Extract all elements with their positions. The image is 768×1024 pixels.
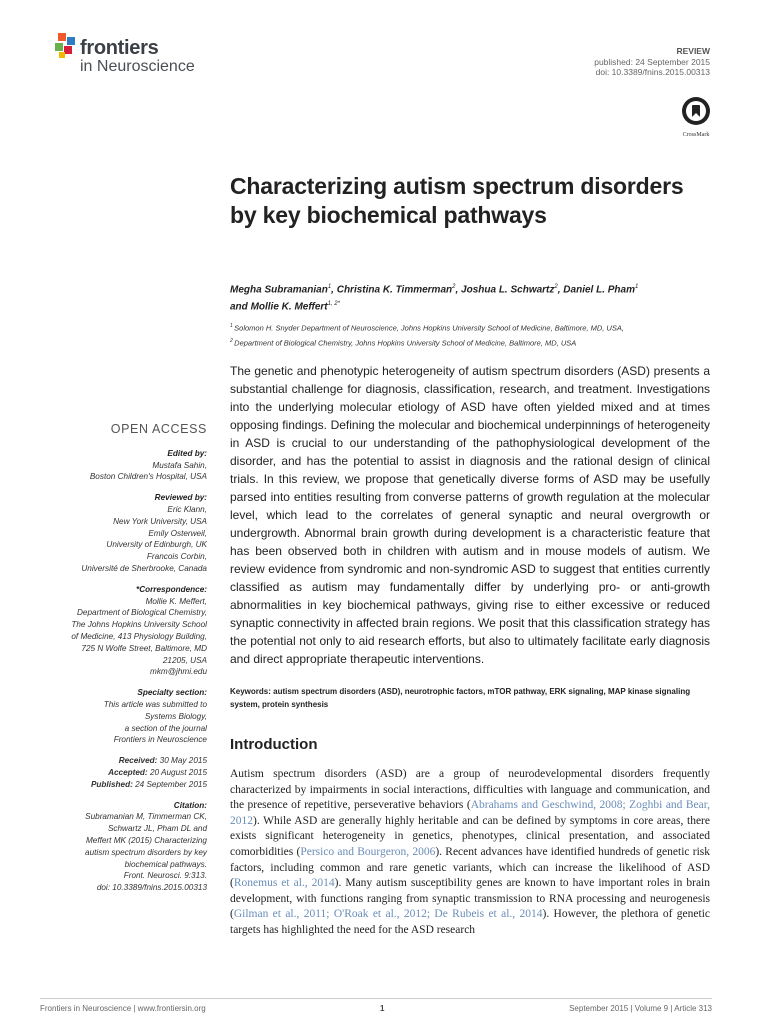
sidebar-line: Boston Children's Hospital, USA: [89, 472, 207, 482]
crossmark-badge[interactable]: [678, 96, 714, 138]
date-label: Published:: [90, 779, 136, 789]
edited-by-block: [40, 448, 207, 483]
keywords: Keywords: autism spectrum disorders (ASD), neurotrophic factors, mTOR pathway, ERK signaling, MAP kinase signaling system, protein synthesis: [230, 687, 691, 709]
sidebar-line: 725 N Wolfe Street, Baltimore, MD: [81, 643, 207, 653]
sidebar-line: of Medicine, 413 Physiology Building,: [71, 631, 207, 641]
sidebar-line: Francois Corbin,: [146, 552, 207, 562]
author-name[interactable]: Mollie K. Meffert: [250, 301, 328, 313]
journal-logo[interactable]: [55, 33, 225, 83]
sidebar-line: The Johns Hopkins University School: [71, 620, 207, 630]
sidebar-line: mkm@jhmi.edu: [150, 667, 207, 677]
introduction-paragraph: [230, 767, 710, 939]
sidebar-line: Systems Biology,: [144, 711, 207, 721]
logo-text-journal: in Neuroscience: [80, 58, 195, 75]
intro-text: ). Recent advances have identified hundreds of genetic risk factors, including common and rare genetic variants, which can increase the likelihood of ASD (: [230, 845, 710, 890]
author-affiliation-marker: 1: [327, 284, 332, 290]
citation-link[interactable]: Abrahams and Geschwind, 2008; Zoghbi and Bear, 2012: [230, 799, 711, 827]
article-title: Characterizing autism spectrum disorders by key biochemical pathways: [230, 173, 684, 228]
published-date: published: 24 September 2015: [594, 56, 710, 67]
article-sidebar: [40, 424, 207, 903]
sidebar-line: Mustafa Sahin,: [152, 460, 207, 470]
sidebar-line: Department of Biological Chemistry,: [77, 608, 207, 618]
date-line: Published: 24 September 2015: [90, 779, 207, 789]
citation-block: [40, 800, 207, 894]
author-name[interactable]: Megha Subramanian: [230, 284, 328, 296]
reviewed-by-block: [40, 492, 207, 575]
sidebar-line: Université de Sherbrooke, Canada: [81, 563, 207, 573]
citation-heading: Citation:: [173, 800, 207, 810]
citation-link[interactable]: Ronemus et al., 2014: [233, 877, 335, 890]
sidebar-line: 21205, USA: [162, 655, 207, 665]
author-name[interactable]: Christina K. Timmerman: [336, 284, 453, 296]
sidebar-line: Schwartz JL, Pham DL and: [107, 824, 207, 834]
author-affiliation-marker: 1: [634, 284, 639, 290]
edited-by-lines: [40, 460, 207, 484]
sidebar-line: Frontiers in Neuroscience: [113, 735, 207, 745]
section-heading-introduction: Introduction: [230, 736, 318, 753]
citation-link[interactable]: Gilman et al., 2011; O'Roak et al., 2012; De Rubeis et al., 2014: [233, 908, 543, 921]
intro-text: Autism spectrum disorders (ASD) are a group of neurodevelopmental disorders frequently characterized by impairments in social interactions, difficulties with language and communication, and the presence of repetitive, perseverative behaviors (: [230, 768, 710, 812]
sidebar-line: Front. Neurosci. 9:313.: [123, 871, 207, 881]
open-access-label: OPEN ACCESS: [110, 422, 207, 436]
dates-block: [40, 755, 207, 790]
logo-text-frontiers: frontiers: [80, 37, 159, 59]
sidebar-line: doi: 10.3389/fnins.2015.00313: [96, 883, 207, 893]
sidebar-line: biochemical pathways.: [124, 859, 207, 869]
date-line: Accepted: 20 August 2015: [108, 767, 207, 777]
date-label: Accepted:: [108, 767, 150, 777]
frontiers-logo-icon: [55, 33, 81, 59]
author-list: Megha Subramanian$^1$, Christina K. Timmerman$^2$, Joshua L. Schwartz$^2$, Daniel L. Pham$^1$ and Mollie K. Meffert$^{1, 2*}$: [230, 284, 639, 313]
author-affiliation-marker: 1, 2*: [327, 301, 340, 308]
correspondence-lines: [40, 596, 207, 679]
date-line: Received: 30 May 2015: [118, 756, 207, 766]
abstract: The genetic and phenotypic heterogeneity of autism spectrum disorders (ASD) presents a substantial challenge for diagnosis, classification, research, and treatment. Investigations into the underlying molecular etiology of ASD have often yielded mixed and at times opposing findings. Defining the molecular and biochemical underpinnings of heterogeneity in ASD is crucial to our understanding of the pathophysiological development of the disorder, and has the potential to assist in diagnosis and the rational design of clinical trials. In this review, we propose that genetically diverse forms of ASD may be usefully parsed into entities resulting from converse patterns of growth regulation at the molecular level, which lead to the correlates of general synaptic and neural overgrowth or undergrowth. Abnormal brain growth during development is a characteristic feature that has been observed both in children with autism and in mouse models of autism. We review evidence from syndromic and non-syndromic ASD to suggest that entities currently classified as autism may fundamentally differ by underlying pro- or anti-growth abnormalities in key biochemical pathways, giving rise to either excessive or reduced synaptic connectivity in affected brain regions. We posit that this classification strategy has the potential not only to aid research efforts, but also to ultimately facilitate early diagnosis and direct appropriate therapeutic interventions.: [230, 364, 710, 666]
crossmark-icon: [681, 96, 711, 126]
article-type: REVIEW: [676, 46, 710, 56]
footer-divider: [40, 998, 712, 999]
sidebar-line: New York University, USA: [113, 516, 207, 526]
reviewed-by-heading: Reviewed by:: [154, 493, 207, 503]
citation-link[interactable]: Persico and Bourgeron, 2006: [300, 845, 436, 858]
sidebar-line: Emily Osterweil,: [148, 528, 207, 538]
edited-by-heading: Edited by:: [167, 448, 207, 458]
crossmark-label: CrossMark: [682, 132, 710, 138]
specialty-heading: Specialty section:: [137, 688, 207, 698]
author-name[interactable]: Daniel L. Pham: [563, 284, 635, 296]
reviewed-by-lines: [40, 504, 207, 575]
sidebar-line: This article was submitted to: [103, 699, 207, 709]
intro-text: ). Many autism susceptibility genes are known to have important roles in brain development, with functions ranging from synaptic transmission to RNA processing and neurogenesis (: [230, 877, 710, 921]
sidebar-line: University of Edinburgh, UK: [106, 540, 207, 550]
page-number: 1: [380, 1004, 385, 1013]
affiliation-line: $^1$ Solomon H. Snyder Department of Neuroscience, Johns Hopkins University School of Medicine, Baltimore, MD, USA,: [230, 323, 624, 333]
affiliation-marker: 1: [230, 323, 235, 329]
sidebar-line: Mollie K. Meffert,: [145, 596, 207, 606]
sidebar-line: Eric Klann,: [167, 504, 207, 514]
author-affiliation-marker: 2: [452, 284, 456, 290]
intro-text: ). While ASD are generally highly heritable and can be defined by symptoms in core areas, there exists significant heterogeneity in genetics, phenotypes, clinical presentation, and associated comorbidities (: [230, 814, 710, 858]
date-label: Received:: [118, 756, 160, 766]
author-affiliation-marker: 2: [554, 284, 558, 290]
intro-text: ). However, the plethora of genetic targets has highlighted the need for the ASD research: [230, 908, 711, 936]
article-meta: [594, 46, 710, 78]
specialty-block: [40, 687, 207, 746]
affiliations: [230, 320, 710, 349]
footer-journal-link[interactable]: Frontiers in Neuroscience | www.frontiersin.org: [40, 1004, 206, 1013]
doi-link[interactable]: doi: 10.3389/fnins.2015.00313: [595, 67, 710, 77]
correspondence-block: [40, 584, 207, 678]
sidebar-line: Meffert MK (2015) Characterizing: [85, 835, 207, 845]
affiliation-marker: 2: [230, 337, 235, 344]
correspondence-heading: *Correspondence:: [136, 584, 207, 594]
specialty-lines: [40, 699, 207, 746]
sidebar-line: a section of the journal: [124, 723, 207, 733]
affiliation-line: $^2$ Department of Biological Chemistry, Johns Hopkins University School of Medicine, Baltimore, MD, USA: [230, 337, 577, 347]
author-name[interactable]: Joshua L. Schwartz: [461, 284, 555, 296]
footer-issue-info: September 2015 | Volume 9 | Article 313: [569, 1004, 712, 1013]
sidebar-line: autism spectrum disorders by key: [85, 847, 207, 857]
sidebar-line: Subramanian M, Timmerman CK,: [85, 812, 207, 822]
citation-lines: [40, 811, 207, 894]
